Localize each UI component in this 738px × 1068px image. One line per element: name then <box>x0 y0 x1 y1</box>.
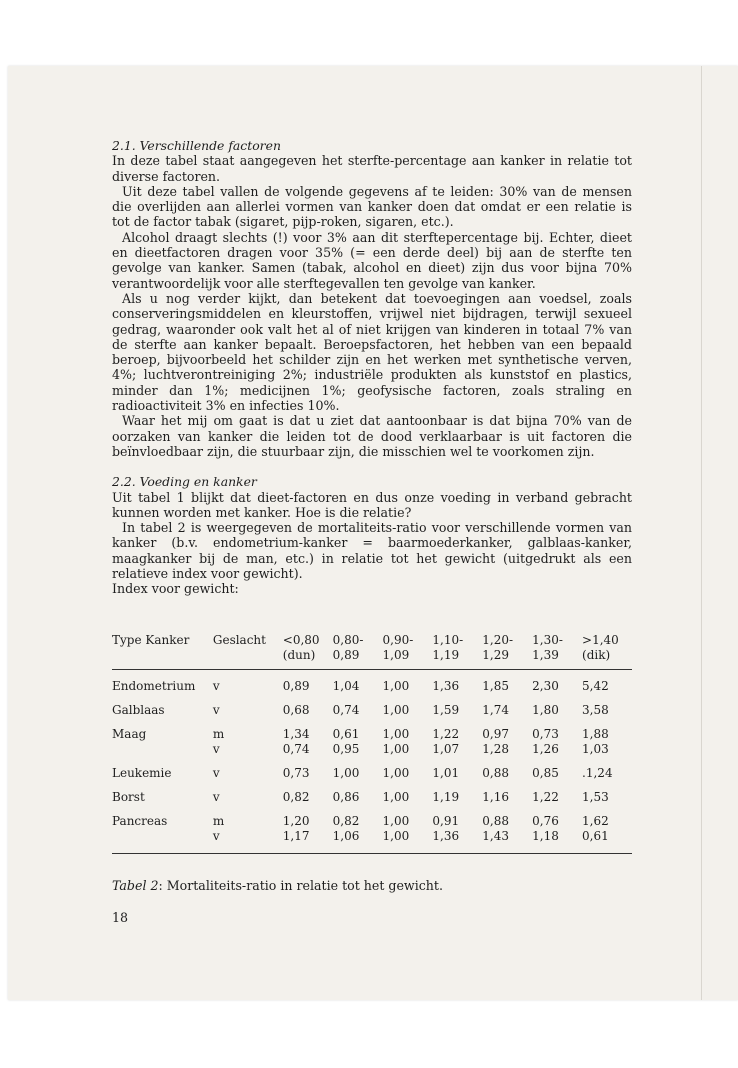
ratio-cell: 1,34 <box>282 727 310 741</box>
ratio-cell: 1,16 <box>482 790 510 804</box>
mortality-table <box>112 633 632 854</box>
table-row <box>112 742 632 757</box>
header-range: 0,80- 0,89 <box>332 633 364 662</box>
sex-cell: m <box>212 814 225 828</box>
ratio-cell: 1,74 <box>482 703 510 717</box>
ratio-cell: 1,22 <box>432 727 460 741</box>
ratio-cell: 1,36 <box>432 679 460 693</box>
ratio-cell: 1,20 <box>282 814 310 828</box>
ratio-cell: 0,97 <box>482 727 510 741</box>
table-row <box>112 829 632 844</box>
ratio-cell: 0,74 <box>332 703 360 717</box>
caption-label: Tabel 2 <box>112 878 159 893</box>
ratio-cell: 1,04 <box>332 679 360 693</box>
paragraph: In tabel 2 is weergegeven de mortaliteits-ratio voor verschillende vormen van kanker (b.v. endometrium-kanker = baarmoederkanker, galblaas-kanker, maagkanker bij de man, etc.) in relatie tot het gewicht (uitgedrukt als een relatieve index voor gewicht). <box>112 520 632 582</box>
ratio-cell: 1,62 <box>582 814 609 828</box>
table-caption <box>112 878 443 893</box>
cancer-type: Leukemie <box>112 766 172 780</box>
cancer-type <box>112 742 213 757</box>
body-text <box>112 138 632 597</box>
ratio-cell: 1,59 <box>432 703 460 717</box>
ratio-cell: 0,73 <box>532 727 559 741</box>
ratio-cell: 1,36 <box>432 829 460 843</box>
ratio-cell: 1,00 <box>382 679 410 693</box>
paragraph: Uit tabel 1 blijkt dat dieet-factoren en dus onze voeding in verband gebracht kunnen worden met kanker. Hoe is die relatie? <box>112 489 632 520</box>
section-heading-1: 2.1. Verschillende factoren <box>112 138 281 153</box>
ratio-cell: 1,07 <box>432 742 460 756</box>
header-range: 1,10- 1,19 <box>432 633 464 662</box>
header-range: <0,80 (dun) <box>282 633 320 662</box>
cancer-type: Maag <box>112 727 147 741</box>
ratio-cell: 0,76 <box>532 814 559 828</box>
table-row <box>112 766 632 781</box>
sex-cell: v <box>212 790 220 804</box>
ratio-cell: 1,06 <box>332 829 360 843</box>
paragraph: Alcohol draagt slechts (!) voor 3% aan dit sterftepercentage bij. Echter, dieet en dieetfactoren dragen voor 35% (= een derde deel) bij aan de sterfte ten gevolge van kanker. Samen (tabak, alcohol en dieet) zijn dus voor bijna 70% verantwoordelijk voor alle sterftegevallen ten gevolge van kanker. <box>112 229 632 291</box>
ratio-cell: 1,00 <box>332 766 360 780</box>
sex-cell: m <box>212 727 225 741</box>
paragraph: Als u nog verder kijkt, dan betekent dat toevoegingen aan voedsel, zoals conserveringsmiddelen en kleurstoffen, vrijwel niet bijdragen, terwijl sexueel gedrag, waaronder ook valt het al of niet krijgen van kinderen in totaal 7% van de sterfte aan kanker bepaalt. Beroepsfactoren, het hebben van een bepaald beroep, bijvoorbeeld het schilder zijn en het werken met synthetische verven, 4%; luchtverontreiniging 2%; industriële produkten als kunststof en plastics, minder dan 1%; medicijnen 1%; geofysische factoren, zoals straling en radioactiviteit 3% en infecties 10%. <box>112 290 632 414</box>
ratio-cell: 0,82 <box>282 790 310 804</box>
header-range: 1,20- 1,29 <box>482 633 514 662</box>
cancer-type: Borst <box>112 790 145 804</box>
ratio-cell: 1,28 <box>482 742 510 756</box>
table-row <box>112 727 632 742</box>
ratio-cell: 1,43 <box>482 829 510 843</box>
ratio-cell: 1,18 <box>532 829 559 843</box>
ratio-cell: 1,00 <box>382 703 410 717</box>
cancer-type <box>112 829 213 844</box>
row-spacer <box>112 757 632 766</box>
ratio-cell: 0,95 <box>332 742 360 756</box>
ratio-cell: 1,26 <box>532 742 559 756</box>
sex-cell: v <box>212 703 220 717</box>
ratio-cell: 1,88 <box>582 727 609 741</box>
ratio-cell: 0,86 <box>332 790 360 804</box>
paragraph: Uit deze tabel vallen de volgende gegevens af te leiden: 30% van de mensen die overlijden aan allerlei vormen van kanker doen dat omdat er een relatie is tot de factor tabak (sigaret, pijp-roken, sigaren, etc.). <box>112 183 632 230</box>
sex-cell: v <box>212 829 220 843</box>
ratio-cell: 0,88 <box>482 766 510 780</box>
header-range: >1,40 (dik) <box>582 633 619 662</box>
ratio-cell: 1,00 <box>382 727 410 741</box>
caption-text: : Mortaliteits-ratio in relatie tot het gewicht. <box>158 878 443 893</box>
sex-cell: v <box>212 766 220 780</box>
ratio-cell: 1,80 <box>532 703 559 717</box>
ratio-cell: 1,85 <box>482 679 510 693</box>
cancer-type: Pancreas <box>112 814 168 828</box>
ratio-cell: 1,53 <box>582 790 609 804</box>
ratio-cell: 0,88 <box>482 814 510 828</box>
ratio-cell: 0,61 <box>582 829 609 843</box>
page-number: 18 <box>112 910 129 925</box>
ratio-cell: 0,61 <box>332 727 360 741</box>
row-spacer <box>112 805 632 814</box>
header-range: 0,90- 1,09 <box>382 633 414 662</box>
row-spacer <box>112 781 632 790</box>
sex-cell: v <box>212 679 220 693</box>
ratio-cell: 3,58 <box>582 703 609 717</box>
ratio-cell: 1,00 <box>382 766 410 780</box>
ratio-cell: 1,19 <box>432 790 460 804</box>
row-spacer <box>112 718 632 727</box>
table-header-row <box>112 633 632 670</box>
row-spacer <box>112 694 632 703</box>
paragraph: In deze tabel staat aangegeven het sterfte-percentage aan kanker in relatie tot diverse factoren. <box>112 153 632 184</box>
ratio-cell: 0,89 <box>282 679 310 693</box>
table-row <box>112 814 632 829</box>
ratio-cell: 1,00 <box>382 814 410 828</box>
header-range: 1,30- 1,39 <box>532 633 563 662</box>
ratio-cell: 1,03 <box>582 742 609 756</box>
sex-cell: v <box>212 742 220 756</box>
table-row <box>112 679 632 694</box>
section-heading-2: 2.2. Voeding en kanker <box>112 474 257 490</box>
ratio-cell: 1,00 <box>382 742 410 756</box>
ratio-cell: 0,82 <box>332 814 360 828</box>
cancer-type: Endometrium <box>112 679 196 693</box>
ratio-cell: 1,00 <box>382 829 410 843</box>
header-sex: Geslacht <box>212 633 266 647</box>
row-spacer <box>112 670 632 679</box>
table-row <box>112 703 632 718</box>
ratio-cell: 0,85 <box>532 766 559 780</box>
ratio-cell: 1,22 <box>532 790 559 804</box>
ratio-cell: 0,91 <box>432 814 460 828</box>
ratio-cell: 0,73 <box>282 766 310 780</box>
ratio-cell: 1,00 <box>382 790 410 804</box>
row-spacer <box>112 844 632 854</box>
table-rule-bottom <box>112 854 632 855</box>
header-type: Type Kanker <box>112 633 190 647</box>
paragraph: Waar het mij om gaat is dat u ziet dat aantoonbaar is dat bijna 70% van de oorzaken van kanker die leiden tot de dood verklaarbaar is uit factoren die beïnvloedbaar zijn, die stuurbaar zijn, die misschien wel te voorkomen zijn. <box>112 413 632 459</box>
ratio-cell: 0,68 <box>282 703 310 717</box>
ratio-cell: .1,24 <box>582 766 613 780</box>
ratio-cell: 1,17 <box>282 829 310 843</box>
ratio-cell: 1,01 <box>432 766 460 780</box>
ratio-cell: 2,30 <box>532 679 559 693</box>
ratio-cell: 5,42 <box>582 679 609 693</box>
index-label: Index voor gewicht: <box>112 581 239 597</box>
table-row <box>112 790 632 805</box>
ratio-cell: 0,74 <box>282 742 310 756</box>
page-spine <box>701 66 702 1000</box>
cancer-type: Galblaas <box>112 703 165 717</box>
